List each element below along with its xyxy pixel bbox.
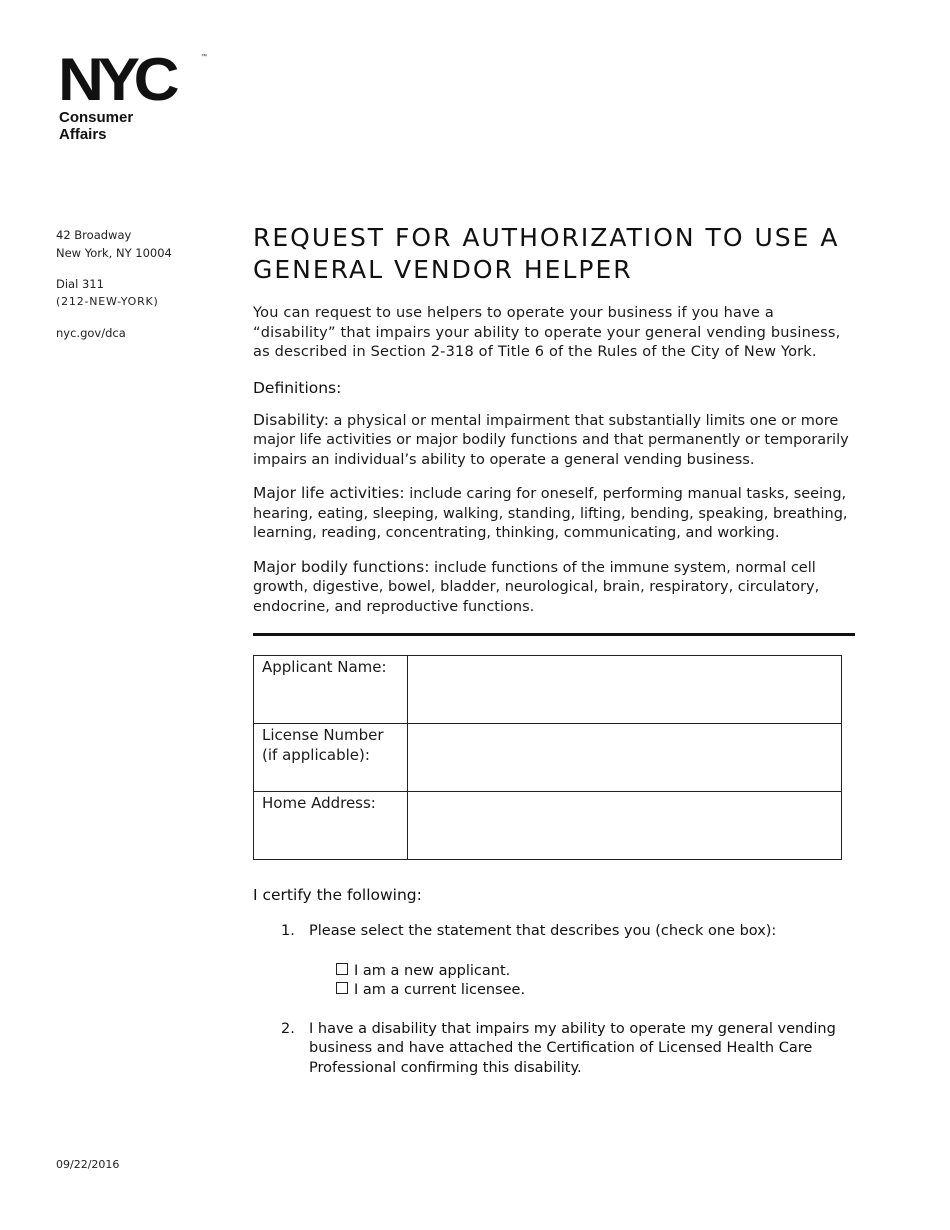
applicant-type-choices bbox=[336, 962, 858, 1001]
field-label-note: (if applicable): bbox=[262, 746, 370, 764]
logo-line-consumer: Consumer bbox=[59, 109, 134, 126]
field-label: Home Address: bbox=[262, 794, 376, 812]
new-applicant-checkbox[interactable] bbox=[336, 963, 348, 975]
certification-list bbox=[281, 922, 858, 1078]
applicant-info-table bbox=[253, 655, 842, 860]
item-text: I have a disability that impairs my ability to operate my general vending business and have attached the Certification of Licensed Health Care Professional confirming this disability. bbox=[309, 1020, 836, 1076]
item-number: 2. bbox=[281, 1020, 295, 1037]
address-line-2: New York, NY 10004 bbox=[56, 246, 172, 260]
dial-311: Dial 311 bbox=[56, 277, 104, 291]
section-divider bbox=[253, 633, 855, 636]
current-licensee-checkbox[interactable] bbox=[336, 982, 348, 994]
list-item bbox=[281, 1020, 858, 1079]
logo-mark: NYC bbox=[58, 46, 174, 113]
document-title bbox=[253, 222, 858, 286]
choice-label: I am a current licensee. bbox=[354, 982, 526, 998]
table-row bbox=[254, 656, 842, 724]
definition-disability bbox=[253, 411, 858, 471]
choice-label: I am a new applicant. bbox=[354, 962, 511, 979]
applicant-name-input[interactable] bbox=[416, 660, 837, 710]
address-block bbox=[56, 226, 226, 262]
title-line-2: GENERAL VENDOR HELPER bbox=[253, 255, 633, 284]
applicant-name-cell bbox=[408, 656, 842, 724]
definition-text: include caring for oneself, performing manual tasks, seeing, hearing, eating, sleeping, walking, standing, lifting, bending, speaking, breathing, learning, reading, concentrating, thinking, communicating, and working. bbox=[253, 486, 848, 541]
phone-block bbox=[56, 275, 226, 311]
intro-paragraph: You can request to use helpers to operate your business if you have a “disability” that impairs your ability to operate your general vending business, as described in Section 2-318 of Title 6 of the Rules of the City of New York. bbox=[253, 305, 841, 360]
license-number-label bbox=[254, 724, 408, 792]
table-row bbox=[254, 792, 842, 860]
document-body bbox=[253, 222, 858, 1097]
definition-major-bodily-functions bbox=[253, 558, 858, 618]
definitions-heading: Definitions: bbox=[253, 378, 342, 397]
logo-trademark: ™ bbox=[201, 54, 207, 60]
logo-subtitle bbox=[59, 109, 133, 143]
list-item bbox=[281, 922, 858, 1001]
phone-number: (212-NEW-YORK) bbox=[56, 295, 159, 308]
license-number-cell bbox=[408, 724, 842, 792]
logo-line-affairs: Affairs bbox=[59, 126, 107, 143]
title-line-1: REQUEST FOR AUTHORIZATION TO USE A bbox=[253, 223, 840, 252]
certify-heading: I certify the following: bbox=[253, 886, 422, 904]
definition-major-life-activities bbox=[253, 484, 858, 544]
field-label: Applicant Name: bbox=[262, 658, 387, 676]
website-block bbox=[56, 324, 226, 342]
definition-term: Disability: bbox=[253, 410, 329, 429]
address-line-1: 42 Broadway bbox=[56, 228, 132, 242]
field-label: License Number bbox=[262, 726, 384, 744]
website-link[interactable]: nyc.gov/dca bbox=[56, 326, 126, 340]
new-applicant-option[interactable] bbox=[336, 962, 858, 982]
definition-text: include functions of the immune system, normal cell growth, digestive, bowel, bladder, neurological, brain, respiratory, circulatory, endocrine, and reproductive functions. bbox=[253, 559, 820, 615]
item-number: 1. bbox=[281, 923, 295, 939]
revision-date: 09/22/2016 bbox=[56, 1158, 120, 1171]
home-address-label bbox=[254, 792, 408, 860]
item-text: Please select the statement that describes you (check one box): bbox=[309, 923, 777, 939]
definition-term: Major bodily functions: bbox=[253, 557, 430, 576]
license-number-input[interactable] bbox=[416, 728, 837, 778]
nyc-consumer-affairs-logo bbox=[58, 46, 208, 147]
definition-text: a physical or mental impairment that substantially limits one or more major life activities or major bodily functions and that permanently or temporarily impairs an individual’s ability to operate a general vending business. bbox=[253, 412, 849, 468]
home-address-cell bbox=[408, 792, 842, 860]
home-address-input[interactable] bbox=[416, 796, 837, 846]
definition-term: Major life activities: bbox=[253, 484, 405, 502]
contact-sidebar bbox=[56, 226, 226, 355]
applicant-name-label bbox=[254, 656, 408, 724]
table-row bbox=[254, 724, 842, 792]
current-licensee-option[interactable] bbox=[336, 981, 858, 1001]
